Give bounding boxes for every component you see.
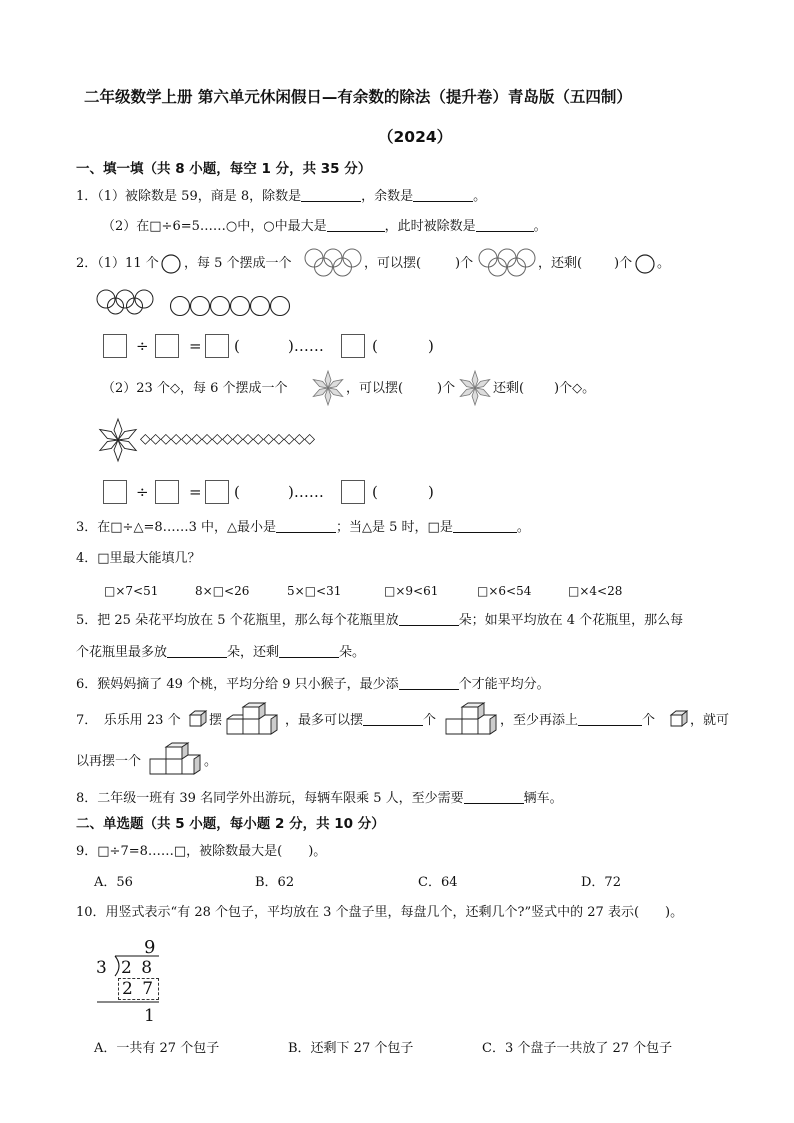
q2-text-b: ，每 5 个摆成一个 <box>184 256 292 271</box>
q3-text-c: 。 <box>516 520 530 535</box>
q1-text-a: 1．（1）被除数是 59，商是 8，除数是 <box>76 189 302 204</box>
paren-open: ( <box>234 337 240 355</box>
q1-text-2a: （2）在□÷6=5……○中，○中最大是 <box>102 219 327 234</box>
paren-close: ) <box>428 483 434 501</box>
q1-text-2b: ，此时被除数是 <box>384 219 476 234</box>
olympic-rings-icon <box>96 290 154 316</box>
q2-text-a: 2．（1）11 个 <box>76 256 159 271</box>
paren-open: ( <box>372 483 378 501</box>
q7-text-e: ，至少再添上 <box>500 713 579 728</box>
q4-item: □×7<51 <box>104 584 159 598</box>
divide-sign: ÷ <box>136 483 149 501</box>
cube-icon <box>670 710 688 728</box>
paren-open: ( <box>372 337 378 355</box>
q4-item: □×4<28 <box>568 584 623 598</box>
division-remainder: 1 <box>144 1006 155 1026</box>
q4-item: 5×□<31 <box>287 584 342 598</box>
q7-line1b <box>500 712 655 730</box>
answer-blank[interactable] <box>578 712 642 726</box>
answer-box[interactable] <box>103 334 127 358</box>
q6-text-a: 6．猴妈妈摘了 49 个桃，平均分给 9 只小猴子，最少添 <box>76 677 399 692</box>
q1-text-c: 。 <box>473 189 487 204</box>
q2-text-2a: （2）23 个◇，每 6 个摆成一个 <box>102 381 288 396</box>
q7-text-f: 个 <box>642 713 656 728</box>
q9-option-b[interactable]: B．62 <box>255 875 295 890</box>
q10-option-c[interactable]: C．3 个盘子一共放了 27 个包子 <box>482 1041 673 1056</box>
q2-text-2b: ，可以摆( <box>346 381 404 396</box>
answer-box[interactable] <box>205 334 229 358</box>
q9-option-d[interactable]: D．72 <box>581 875 621 890</box>
q5-text-d: 朵，还剩 <box>227 645 280 660</box>
q3-text-b: ；当△是 5 时，□是 <box>336 520 453 535</box>
cube-stack-icon <box>148 742 204 776</box>
answer-blank[interactable] <box>453 519 517 533</box>
q5-text-c: 个花瓶里最多放 <box>76 645 168 660</box>
q9-option-a[interactable]: A．56 <box>94 875 133 890</box>
cube-stack-icon <box>444 702 500 736</box>
division-dividend: 2 8 <box>121 958 155 978</box>
answer-blank[interactable] <box>464 790 524 804</box>
answer-box[interactable] <box>341 334 365 358</box>
answer-blank[interactable] <box>476 218 534 232</box>
equals-sign: = <box>189 483 202 501</box>
q2-text-f: )个 <box>614 256 633 271</box>
q1-part1 <box>76 188 486 206</box>
q7-line1 <box>285 712 436 730</box>
diamond-row: ◇◇◇◇◇◇◇◇◇◇◇◇◇◇◇◇◇ <box>140 431 315 447</box>
q3 <box>76 519 530 537</box>
answer-blank[interactable] <box>399 612 459 626</box>
q7-text-d: 个 <box>423 713 437 728</box>
answer-blank[interactable] <box>167 644 227 658</box>
answer-box[interactable] <box>205 480 229 504</box>
division-quotient: 9 <box>144 937 156 958</box>
q4-text: 4．□里最大能填几？ <box>76 551 201 566</box>
q5-text-a: 5．把 25 朵花平均放在 5 个花瓶里，那么每个花瓶里放 <box>76 613 399 628</box>
q1-part2 <box>102 218 547 236</box>
paren-open: ( <box>234 483 240 501</box>
cube-icon <box>189 710 207 728</box>
division-divisor: 3 <box>96 958 107 978</box>
q6-text-b: 个才能平均分。 <box>458 677 550 692</box>
circle-icon <box>160 253 182 275</box>
answer-box[interactable] <box>341 480 365 504</box>
answer-blank[interactable] <box>276 519 336 533</box>
answer-box[interactable] <box>103 480 127 504</box>
olympic-rings-icon <box>304 248 362 278</box>
q1-text-2c: 。 <box>533 219 547 234</box>
answer-box[interactable] <box>155 334 179 358</box>
q1-text-b: ，余数是 <box>361 189 414 204</box>
q7-text-b: 摆 <box>209 713 223 728</box>
q2-text-e: ，还剩( <box>538 256 583 271</box>
q9-text: 9．□÷7=8……□，被除数最大是( )。 <box>76 844 327 859</box>
q2-text-g: 。 <box>657 256 671 271</box>
q2-text-d: )个 <box>455 256 474 271</box>
answer-blank[interactable] <box>413 188 473 202</box>
q2-text-2e: )个◇。 <box>554 381 596 396</box>
q5-line2 <box>76 644 365 662</box>
section1-heading: 一、填一填（共 8 小题，每空 1 分，共 35 分） <box>76 161 372 177</box>
q9-option-c[interactable]: C．64 <box>418 875 458 890</box>
divide-sign: ÷ <box>136 337 149 355</box>
paren-close-ellipsis: )…… <box>288 337 324 355</box>
q3-text-a: 3．在□÷△=8……3 中，△最小是 <box>76 520 277 535</box>
cube-stack-icon <box>225 702 281 736</box>
q4-item: □×9<61 <box>384 584 439 598</box>
q5-line1 <box>76 612 683 630</box>
equals-sign: = <box>189 337 202 355</box>
olympic-rings-icon <box>478 248 536 278</box>
q6 <box>76 676 550 694</box>
document-year: （2024） <box>378 128 453 146</box>
circle-icon <box>634 253 656 275</box>
answer-blank[interactable] <box>301 188 361 202</box>
q5-text-e: 朵。 <box>339 645 366 660</box>
q10-option-a[interactable]: A．一共有 27 个包子 <box>94 1041 220 1056</box>
q7-text-c: ，最多可以摆 <box>285 713 364 728</box>
q2-text-2c: )个 <box>437 381 456 396</box>
q8-text-a: 8．二年级一班有 39 名同学外出游玩，每辆车限乘 5 人，至少需要 <box>76 791 464 806</box>
q8-text-b: 辆车。 <box>523 791 563 806</box>
paren-close-ellipsis: )…… <box>288 483 324 501</box>
circle-row-icon <box>170 295 292 317</box>
q4-item: □×6<54 <box>477 584 532 598</box>
answer-blank[interactable] <box>327 218 385 232</box>
division-product-highlight: 2 7 <box>118 978 159 1000</box>
snowflake-diamond-icon <box>96 418 140 462</box>
document-title: 二年级数学上册 第六单元休闲假日—有余数的除法（提升卷）青岛版（五四制） <box>84 88 632 106</box>
section2-heading: 二、单选题（共 5 小题，每小题 2 分，共 10 分） <box>76 816 385 832</box>
q10-text: 10．用竖式表示“有 28 个包子，平均放在 3 个盘子里，每盘几个，还剩几个?”竖式中的 27 表示( )。 <box>76 905 684 920</box>
answer-blank[interactable] <box>279 644 339 658</box>
q8 <box>76 790 563 808</box>
answer-blank[interactable] <box>363 712 423 726</box>
answer-box[interactable] <box>155 480 179 504</box>
snowflake-diamond-icon <box>310 370 346 406</box>
q7-text-i: 。 <box>204 754 218 769</box>
answer-blank[interactable] <box>399 676 459 690</box>
q7-text-h: 以再摆一个 <box>76 754 142 769</box>
q7-text-a: 7． 乐乐用 23 个 <box>76 713 181 728</box>
q2-text-c: ，可以摆( <box>364 256 422 271</box>
q7-text-g: ，就可 <box>690 713 730 728</box>
paren-close: ) <box>428 337 434 355</box>
q4-item: 8×□<26 <box>195 584 250 598</box>
q5-text-b: 朵；如果平均放在 4 个花瓶里，那么每 <box>458 613 684 628</box>
snowflake-diamond-icon <box>457 370 493 406</box>
q2-text-2d: 还剩( <box>493 381 525 396</box>
q10-option-b[interactable]: B．还剩下 27 个包子 <box>288 1041 414 1056</box>
